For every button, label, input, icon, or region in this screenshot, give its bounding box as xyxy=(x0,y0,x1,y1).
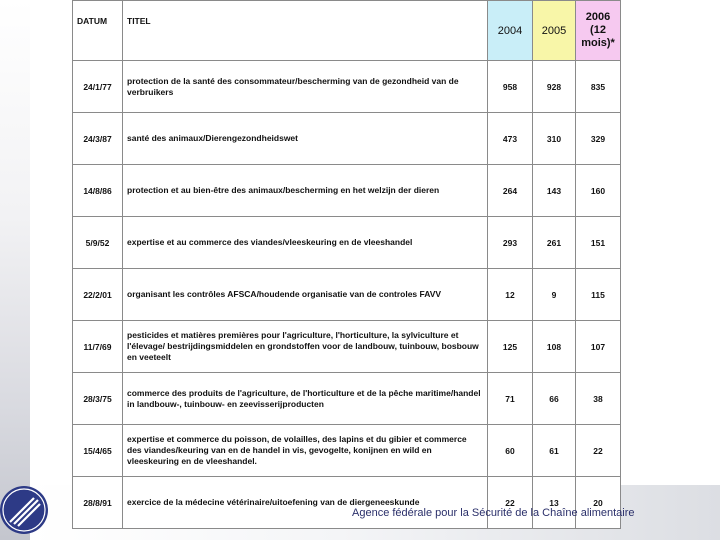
cell-2005: 61 xyxy=(533,425,576,477)
cell-2004: 71 xyxy=(488,373,533,425)
table-row xyxy=(73,113,621,165)
header-row xyxy=(73,1,621,61)
cell-title: expertise et commerce du poisson, de volailles, des lapins et du gibier et commerce des viandes/keuring van en de handel in vis, gevogelte, konijnen en wild en vleeskeuring en de vleeshandel. xyxy=(123,425,488,477)
header-2004: 2004 xyxy=(488,1,533,61)
cell-date: 5/9/52 xyxy=(73,217,123,269)
footer-agency-name: Agence fédérale pour la Sécurité de la Chaîne alimentaire xyxy=(352,507,635,519)
table-row xyxy=(73,217,621,269)
cell-2005: 261 xyxy=(533,217,576,269)
cell-2005: 928 xyxy=(533,61,576,113)
data-table xyxy=(72,0,621,529)
cell-2004: 293 xyxy=(488,217,533,269)
cell-date: 24/3/87 xyxy=(73,113,123,165)
cell-2006: 835 xyxy=(576,61,621,113)
cell-title: exercice de la médecine vétérinaire/uitoefening van de diergeneeskunde xyxy=(123,477,488,529)
cell-2005: 310 xyxy=(533,113,576,165)
cell-2006: 107 xyxy=(576,321,621,373)
cell-title: commerce des produits de l'agriculture, de l'horticulture et de la pêche maritime/handel in landbouw-, tuinbouw- en zeevisserijproducten xyxy=(123,373,488,425)
cell-date: 15/4/65 xyxy=(73,425,123,477)
cell-date: 24/1/77 xyxy=(73,61,123,113)
cell-2006: 151 xyxy=(576,217,621,269)
cell-title: protection et au bien-être des animaux/bescherming en het welzijn der dieren xyxy=(123,165,488,217)
cell-2006: 115 xyxy=(576,269,621,321)
afsca-logo-icon xyxy=(0,478,58,540)
cell-2006: 22 xyxy=(576,425,621,477)
cell-2004: 125 xyxy=(488,321,533,373)
table-row xyxy=(73,61,621,113)
cell-2004: 22 xyxy=(488,477,533,529)
cell-title: protection de la santé des consommateur/bescherming van de gezondheid van de verbruikers xyxy=(123,61,488,113)
cell-2005: 13 xyxy=(533,477,576,529)
cell-2004: 958 xyxy=(488,61,533,113)
cell-2005: 108 xyxy=(533,321,576,373)
header-datum: DATUM xyxy=(73,1,123,61)
table-row xyxy=(73,477,621,529)
cell-2004: 60 xyxy=(488,425,533,477)
left-decor-band xyxy=(0,0,30,540)
cell-date: 14/8/86 xyxy=(73,165,123,217)
cell-2006: 160 xyxy=(576,165,621,217)
table-row xyxy=(73,165,621,217)
cell-title: organisant les contrôles AFSCA/houdende organisatie van de controles FAVV xyxy=(123,269,488,321)
table-row xyxy=(73,373,621,425)
cell-2005: 66 xyxy=(533,373,576,425)
cell-2004: 264 xyxy=(488,165,533,217)
cell-2005: 9 xyxy=(533,269,576,321)
cell-2005: 143 xyxy=(533,165,576,217)
cell-2006: 38 xyxy=(576,373,621,425)
header-titel: TITEL xyxy=(123,1,488,61)
header-2006: 2006 (12 mois)* xyxy=(576,1,621,61)
cell-2004: 12 xyxy=(488,269,533,321)
header-2005: 2005 xyxy=(533,1,576,61)
cell-date: 28/3/75 xyxy=(73,373,123,425)
cell-date: 11/7/69 xyxy=(73,321,123,373)
cell-2006: 20 xyxy=(576,477,621,529)
table-row xyxy=(73,269,621,321)
table-row xyxy=(73,425,621,477)
cell-date: 22/2/01 xyxy=(73,269,123,321)
cell-date: 28/8/91 xyxy=(73,477,123,529)
cell-title: santé des animaux/Dierengezondheidswet xyxy=(123,113,488,165)
cell-2006: 329 xyxy=(576,113,621,165)
cell-2004: 473 xyxy=(488,113,533,165)
cell-title: pesticides et matières premières pour l'agriculture, l'horticulture, la sylviculture et l'élevage/ bestrijdingsmiddelen en grondstoffen voor de landbouw, tuinbouw, bosbouw en veeteelt xyxy=(123,321,488,373)
table-row xyxy=(73,321,621,373)
cell-title: expertise et au commerce des viandes/vleeskeuring en de vleeshandel xyxy=(123,217,488,269)
